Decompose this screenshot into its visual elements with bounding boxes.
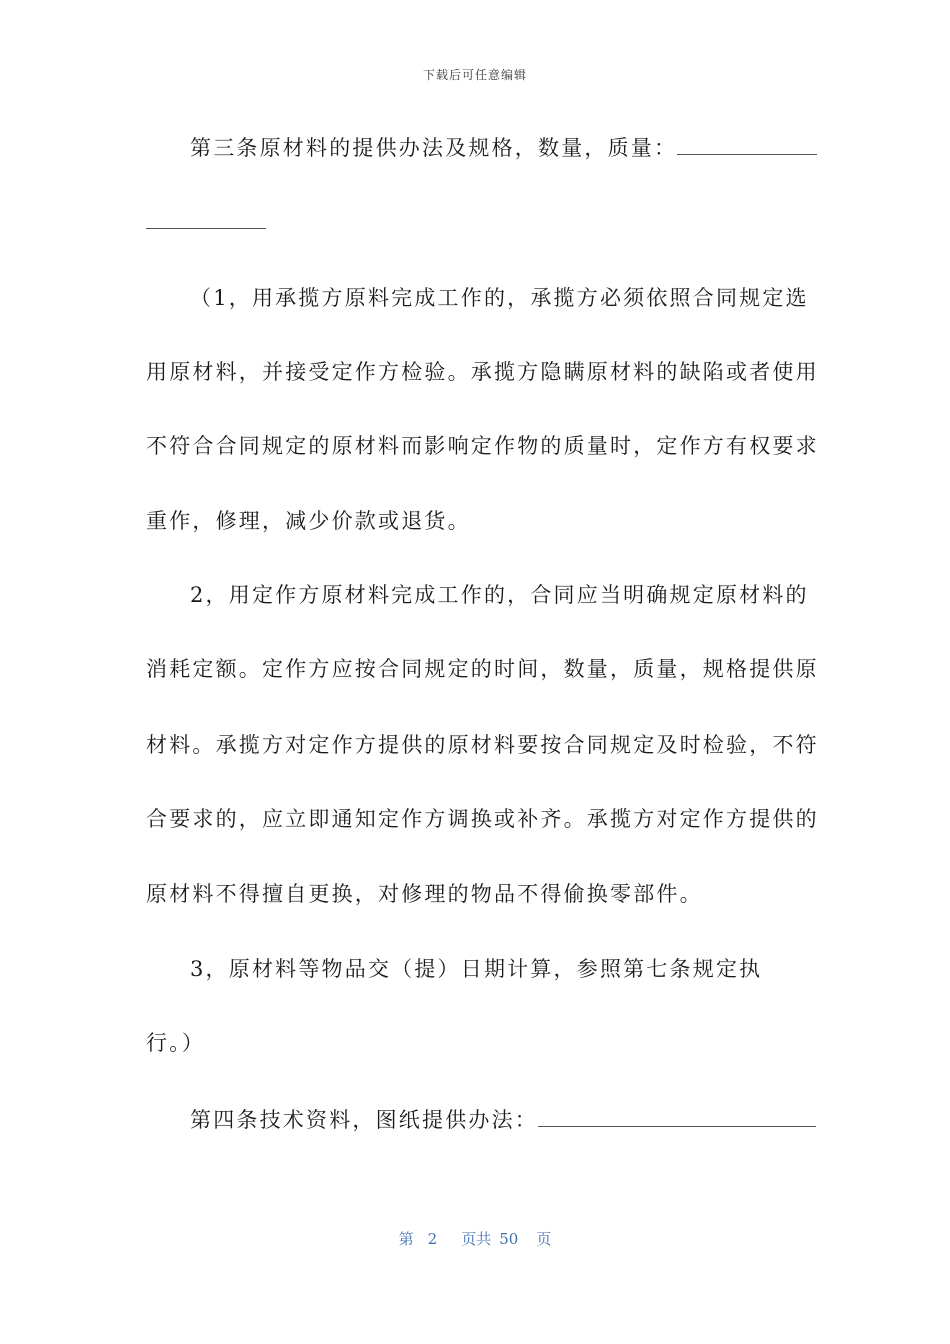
- paragraph-2-line-4: 合要求的，应立即通知定作方调换或补齐。承揽方对定作方提供的: [146, 807, 819, 831]
- paragraph-3-line-1: 3，原材料等物品交（提）日期计算，参照第七条规定执: [190, 957, 763, 981]
- total-pages: 50: [499, 1230, 519, 1248]
- paragraph-2-line-2: 消耗定额。定作方应按合同规定的时间，数量，质量，规格提供原: [146, 657, 819, 681]
- paragraph-2-line-1: 2，用定作方原材料完成工作的，合同应当明确规定原材料的: [190, 583, 809, 607]
- page-prefix: 第: [398, 1230, 414, 1248]
- page-suffix: 页: [536, 1230, 552, 1248]
- paragraph-1-line-1: （1，用承揽方原料完成工作的，承揽方必须依照合同规定选: [190, 286, 809, 310]
- article-3-blank-continuation: [146, 208, 266, 236]
- fill-in-blank[interactable]: [146, 210, 266, 229]
- header-note: 下载后可任意编辑: [422, 68, 527, 82]
- paragraph-3-line-2: 行。）: [146, 1031, 206, 1055]
- fill-in-blank[interactable]: [538, 1108, 816, 1127]
- paragraph-2-line-3: 材料。承揽方对定作方提供的原材料要按合同规定及时检验，不符: [146, 733, 819, 757]
- paragraph-1-line-2: 用原材料，并接受定作方检验。承揽方隐瞒原材料的缺陷或者使用: [146, 360, 819, 384]
- paragraph-2-line-5: 原材料不得擅自更换，对修理的物品不得偷换零部件。: [146, 882, 703, 906]
- paragraph-1-line-3: 不符合合同规定的原材料而影响定作物的质量时，定作方有权要求: [146, 434, 819, 458]
- page-middle: 页共: [461, 1230, 492, 1248]
- page-number: 2: [427, 1230, 438, 1248]
- page-footer: [0, 1228, 950, 1249]
- article-4-title: 第四条技术资料，图纸提供办法：: [190, 1108, 538, 1132]
- paragraph-1-line-4: 重作，修理，减少价款或退货。: [146, 509, 471, 533]
- article-3-title: 第三条原材料的提供办法及规格，数量，质量：: [190, 136, 678, 160]
- fill-in-blank[interactable]: [677, 136, 817, 155]
- article-3-heading: [190, 134, 817, 162]
- article-4-heading: [190, 1106, 816, 1134]
